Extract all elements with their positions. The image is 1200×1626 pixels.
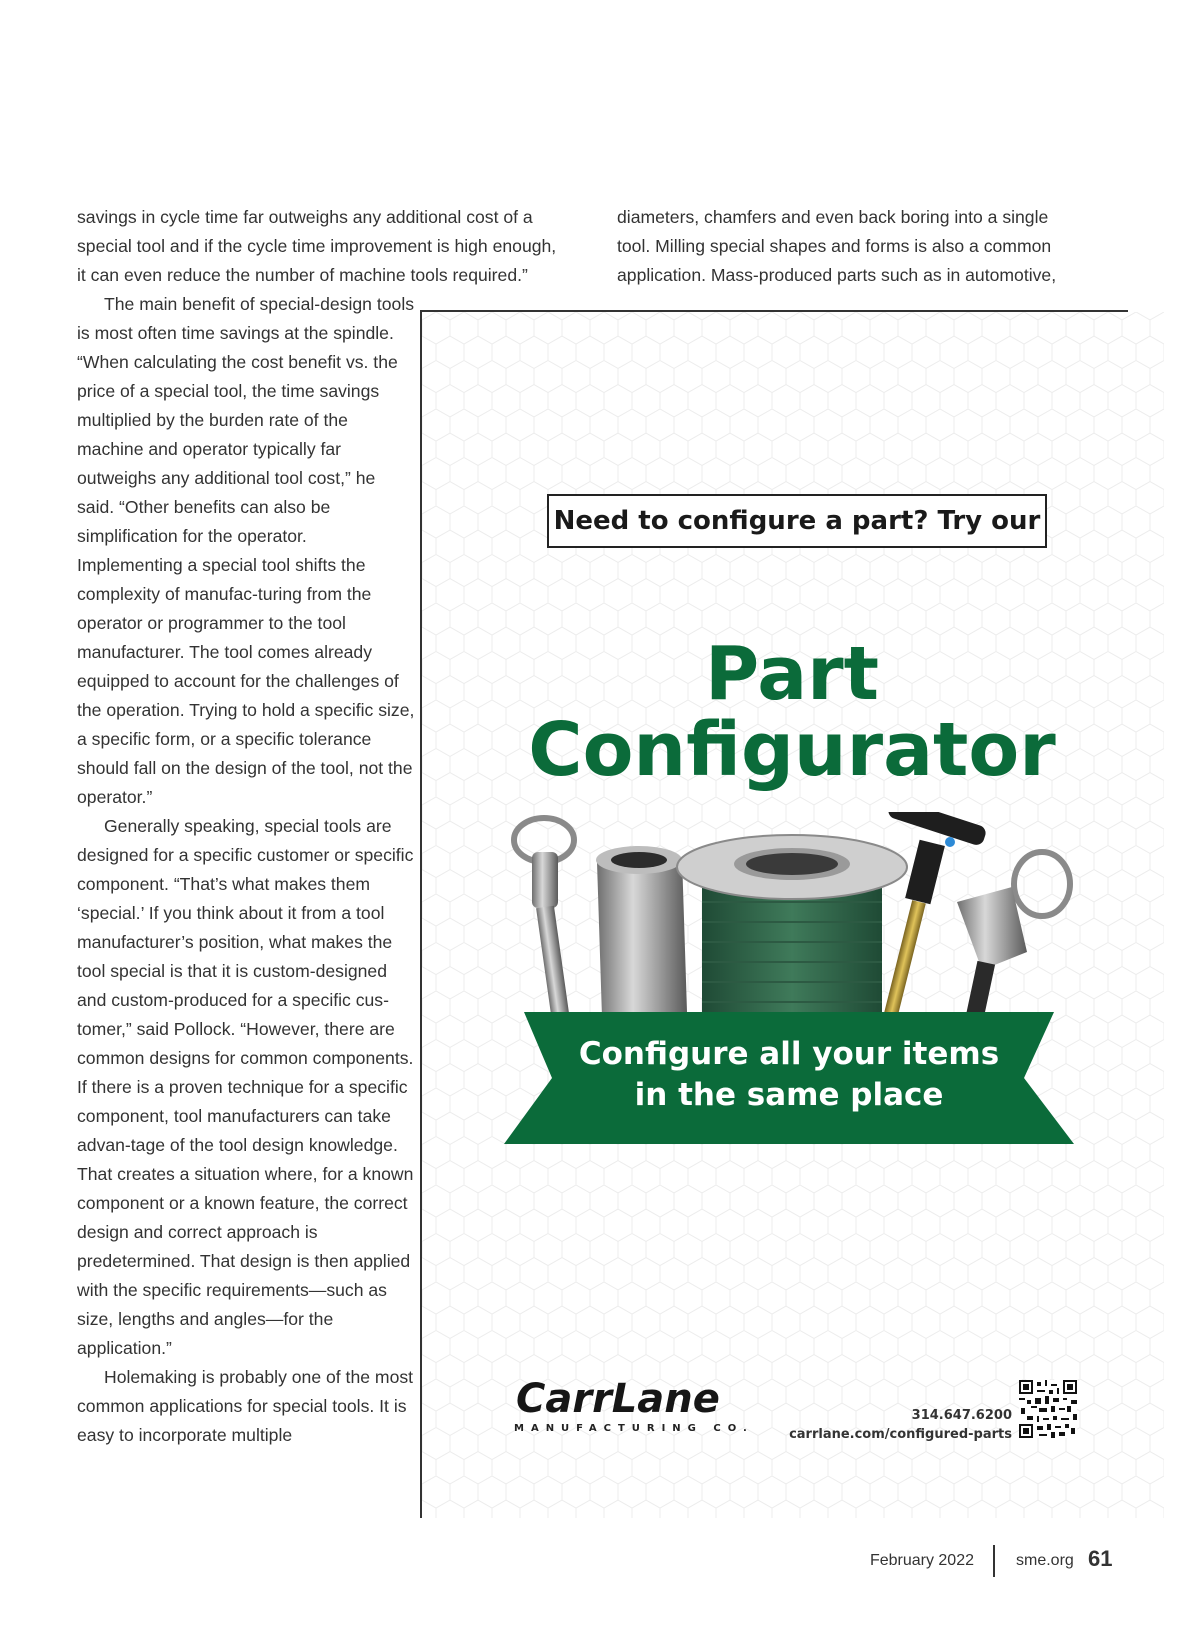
qr-code-icon[interactable] (1019, 1380, 1077, 1438)
footer-divider (993, 1545, 995, 1577)
ball-lock-pin-left (514, 818, 574, 1032)
article-paragraph: The main benefit of special-design tools is most often time savings at the spindle. “When calculating the cost benefit vs. the price of a special tool, the time savings multiplied by the burden rate of the machine and operator typically far outweighs any additional tool cost,” he said. “Other benefits can also be simplification for the operator. Implementing a special tool shifts the complexity of manufac-turing from the operator or programmer to the tool manufacturer. The tool comes already equipped to account for the challenges of the operation. Trying to hold a specific size, a specific form, or a specific tolerance should fall on the design of the tool, not the operator.” (77, 294, 415, 807)
product-illustration (502, 812, 1102, 1032)
ad-headline-part: Part (704, 631, 880, 717)
ribbon-line-1: Configure all your items (578, 1036, 1000, 1072)
text-line: application. Mass-produced parts such as in automotive, (617, 265, 1057, 285)
ad-prompt-box: Need to configure a part? Try our (547, 494, 1047, 548)
logo-wordmark: CarrLane (516, 1376, 720, 1422)
article-paragraph: Generally speaking, special tools are designed for a specific customer or specific component. “That’s what makes them ‘special.’ If you think about it from a tool manufacturer’s position, what makes the tool special is that it is custom-designed and custom-produced for a specific cus-tomer,” said Pollock. “However, there are common designs for common components. If there is a proven technique for a specific component, tool manufacturers can take advan-tage of the tool design knowledge. That creates a situation where, for a known component or a known feature, the correct design and correct approach is predetermined. That design is then applied with the specific requirements—such as size, lengths and angles—for the application.” (77, 816, 414, 1358)
ribbon-text (504, 1034, 1074, 1116)
carrlane-advertisement[interactable] (422, 312, 1164, 1518)
ribbon-line-2: in the same place (634, 1077, 944, 1113)
text-line: tool. Milling special shapes and forms is also a common (617, 236, 1052, 256)
text-line: savings in cycle time far outweighs any additional cost of a (77, 207, 533, 227)
text-line: special tool and if the cycle time improvement is high enough, (77, 236, 557, 256)
ad-phone[interactable]: 314.647.6200 (911, 1408, 1012, 1423)
text-line: it can even reduce the number of machine tools required.” (77, 265, 528, 285)
footer-date: February 2022 (869, 1552, 974, 1569)
page-number: 61 (1088, 1546, 1113, 1571)
wire-spool (677, 835, 907, 1032)
ball-lock-pin-right (957, 852, 1070, 1032)
carrlane-logo[interactable] (512, 1368, 732, 1424)
article-left-column (77, 290, 417, 1450)
article-paragraph: Holemaking is probably one of the most common applications for special tools. It is easy to incorporate multiple (77, 1367, 414, 1445)
ad-url-link[interactable]: carrlane.com/configured-parts (789, 1427, 1012, 1442)
logo-subtitle: MANUFACTURING CO. (514, 1423, 754, 1434)
text-line: diameters, chamfers and even back boring into a single (617, 207, 1049, 227)
ad-headline-configurator: Configurator (528, 707, 1056, 793)
footer-site-link[interactable]: sme.org (1016, 1552, 1074, 1569)
article-top-left-column (77, 203, 587, 290)
bushing (596, 846, 687, 1017)
article-top-right-column (617, 203, 1137, 290)
